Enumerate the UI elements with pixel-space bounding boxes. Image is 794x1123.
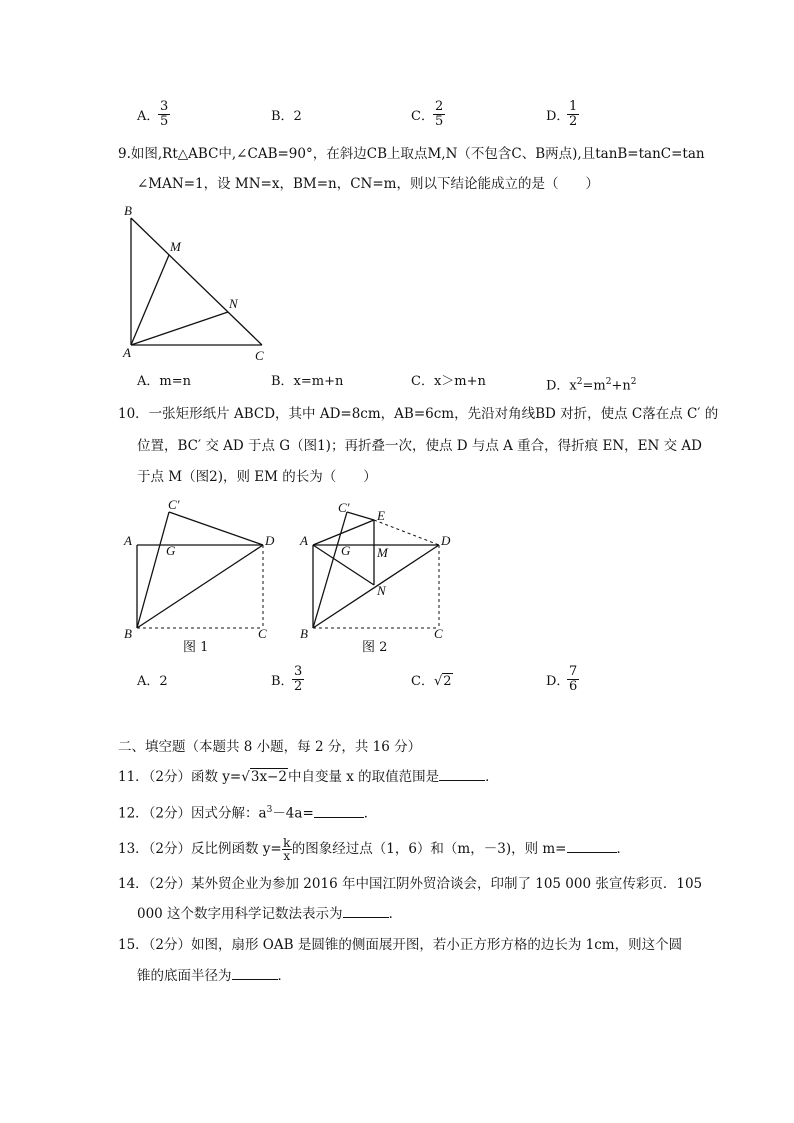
segment-bcp bbox=[313, 512, 347, 628]
fig1-label-b: B bbox=[124, 626, 132, 641]
label-a: A bbox=[123, 345, 131, 360]
fig1-caption: 图 1 bbox=[183, 640, 209, 655]
answer-blank[interactable] bbox=[314, 805, 364, 818]
fig2-label-c: C bbox=[434, 626, 443, 641]
denominator: x bbox=[283, 849, 291, 863]
q10-option-c-label: C． bbox=[411, 674, 434, 689]
q14-line2-pre: 000 这个数字用科学记数法表示为 bbox=[137, 906, 343, 922]
q15-text-line1: 15．（2分）如图，扇形 OAB 是圆锥的侧面展开图，若小正方形方格的边长为 1cm，则这个圆 bbox=[118, 937, 683, 953]
q11-post: 中自变量 x 的取值范围是 bbox=[287, 769, 440, 785]
sqrt-symbol: √2 bbox=[433, 674, 452, 689]
q10-text-line3: 于点 M（图2)，则 EM 的长为（ ） bbox=[137, 469, 377, 485]
q10-text-line1: 10．一张矩形纸片 ABCD，其中 AD=8cm，AB=6cm，先沿对角线BD 对折，使点 C落在点 C′ 的 bbox=[118, 406, 719, 422]
numerator: 3 bbox=[160, 99, 169, 114]
q13-post: 的图象经过点（1，6）和（m，－3)，则 m= bbox=[291, 841, 567, 857]
answer-blank[interactable] bbox=[232, 967, 278, 980]
segment-cpe bbox=[347, 512, 374, 520]
fig2-label-b: B bbox=[300, 626, 308, 641]
fig2-label-d: D bbox=[441, 533, 451, 548]
q8-option-b: B．2 bbox=[271, 109, 302, 124]
q12-end: ． bbox=[363, 805, 378, 822]
q10-option-d-label: D． bbox=[546, 674, 570, 689]
q13-pre: 13．（2分）反比例函数 y= bbox=[118, 841, 282, 857]
q9-option-d-post: +n bbox=[611, 378, 631, 394]
exponent: 2 bbox=[605, 377, 612, 387]
q11-pre: 11．（2分）函数 y= bbox=[118, 769, 242, 785]
q10-option-c bbox=[411, 673, 453, 691]
numerator: 1 bbox=[569, 99, 578, 114]
q12-mid: －4a= bbox=[272, 805, 314, 822]
q14-text-line1: 14．（2分）某外贸企业为参加 2016 年中国江阴外贸洽谈会，印制了 105 000 张宣传彩页．105 bbox=[118, 876, 703, 892]
q14-end: ． bbox=[388, 906, 403, 922]
q9-option-c: C．x＞m+n bbox=[411, 374, 486, 389]
label-c: C bbox=[255, 348, 264, 363]
fig1-label-d: D bbox=[265, 533, 275, 548]
answer-blank[interactable] bbox=[567, 840, 617, 853]
section-2-heading: 二、填空题（本题共 8 小题，每 2 分，共 16 分） bbox=[118, 739, 422, 755]
sqrt-symbol: √3x−2 bbox=[241, 769, 287, 785]
q8-option-a-label: A． bbox=[137, 109, 160, 124]
q13-end: ． bbox=[616, 841, 630, 857]
fig1-label-c: C bbox=[258, 626, 267, 641]
q9-option-b: B．x=m+n bbox=[271, 374, 344, 389]
q8-option-d-label: D． bbox=[546, 109, 570, 124]
fig2-label-n: N bbox=[377, 583, 386, 598]
fig1-label-a: A bbox=[124, 533, 132, 548]
q14-text-line2 bbox=[137, 905, 402, 923]
q13-fraction bbox=[282, 837, 292, 862]
fig1-label-g: G bbox=[166, 543, 176, 558]
denominator: 2 bbox=[569, 114, 578, 129]
q12-text bbox=[118, 801, 377, 823]
q12-pre: 12．（2分）因式分解：a bbox=[118, 805, 267, 822]
q15-line2-pre: 锥的底面半径为 bbox=[137, 968, 232, 984]
q9-option-d-pre: D．x bbox=[546, 378, 577, 394]
fig2-label-a: A bbox=[300, 533, 308, 548]
q9-option-a: A．m=n bbox=[137, 374, 191, 389]
q15-text-line2 bbox=[137, 967, 291, 985]
q10-option-d-fraction bbox=[567, 665, 579, 694]
answer-blank[interactable] bbox=[343, 905, 389, 918]
q9-text-line2: ∠MAN=1，设 MN=x，BM=n，CN=m，则以下结论能成立的是（ ） bbox=[137, 176, 599, 192]
numerator: 2 bbox=[435, 99, 444, 114]
fig2-label-e: E bbox=[377, 508, 385, 523]
fig1-label-cp: C′ bbox=[168, 497, 180, 512]
denominator: 2 bbox=[294, 679, 303, 694]
radicand: 3x−2 bbox=[250, 769, 287, 785]
exponent: 2 bbox=[630, 377, 637, 387]
exponent: 2 bbox=[576, 377, 583, 387]
q10-text-line2: 位置，BC′ 交 AD 于点 G（图1)；再折叠一次，使点 D 与点 A 重合，得折痕 EN，EN 交 AD bbox=[137, 438, 702, 454]
exponent: 3 bbox=[266, 805, 273, 815]
q10-option-b-fraction bbox=[292, 665, 304, 694]
fig2-label-m: M bbox=[377, 545, 388, 560]
denominator: 5 bbox=[160, 114, 169, 129]
numerator: k bbox=[283, 836, 291, 850]
q10-option-b-label: B． bbox=[271, 674, 294, 689]
q11-end: ． bbox=[485, 769, 499, 785]
denominator: 5 bbox=[435, 114, 444, 129]
numerator: 7 bbox=[569, 664, 578, 679]
q8-option-c-label: C． bbox=[411, 109, 434, 124]
fig2-label-cp: C′ bbox=[338, 500, 350, 515]
label-n: N bbox=[229, 296, 238, 311]
q9-option-d-mid: =m bbox=[582, 378, 606, 394]
q9-text-line1: 9.如图,Rt△ABC中,∠CAB=90°，在斜边CB上取点M,N（不包含C、B两点),且tanB=tanC=tan bbox=[118, 146, 705, 162]
q13-text bbox=[118, 837, 630, 862]
label-m: M bbox=[170, 239, 181, 254]
answer-blank[interactable] bbox=[439, 768, 485, 781]
q11-text bbox=[118, 768, 499, 786]
q10-option-a: A．2 bbox=[137, 674, 168, 689]
radicand: 2 bbox=[443, 674, 452, 689]
q15-end: ． bbox=[277, 968, 291, 984]
label-b: B bbox=[124, 203, 132, 218]
denominator: 6 bbox=[569, 679, 578, 694]
fig2-label-g: G bbox=[341, 543, 351, 558]
numerator: 3 bbox=[294, 664, 303, 679]
fig2-caption: 图 2 bbox=[362, 640, 388, 655]
